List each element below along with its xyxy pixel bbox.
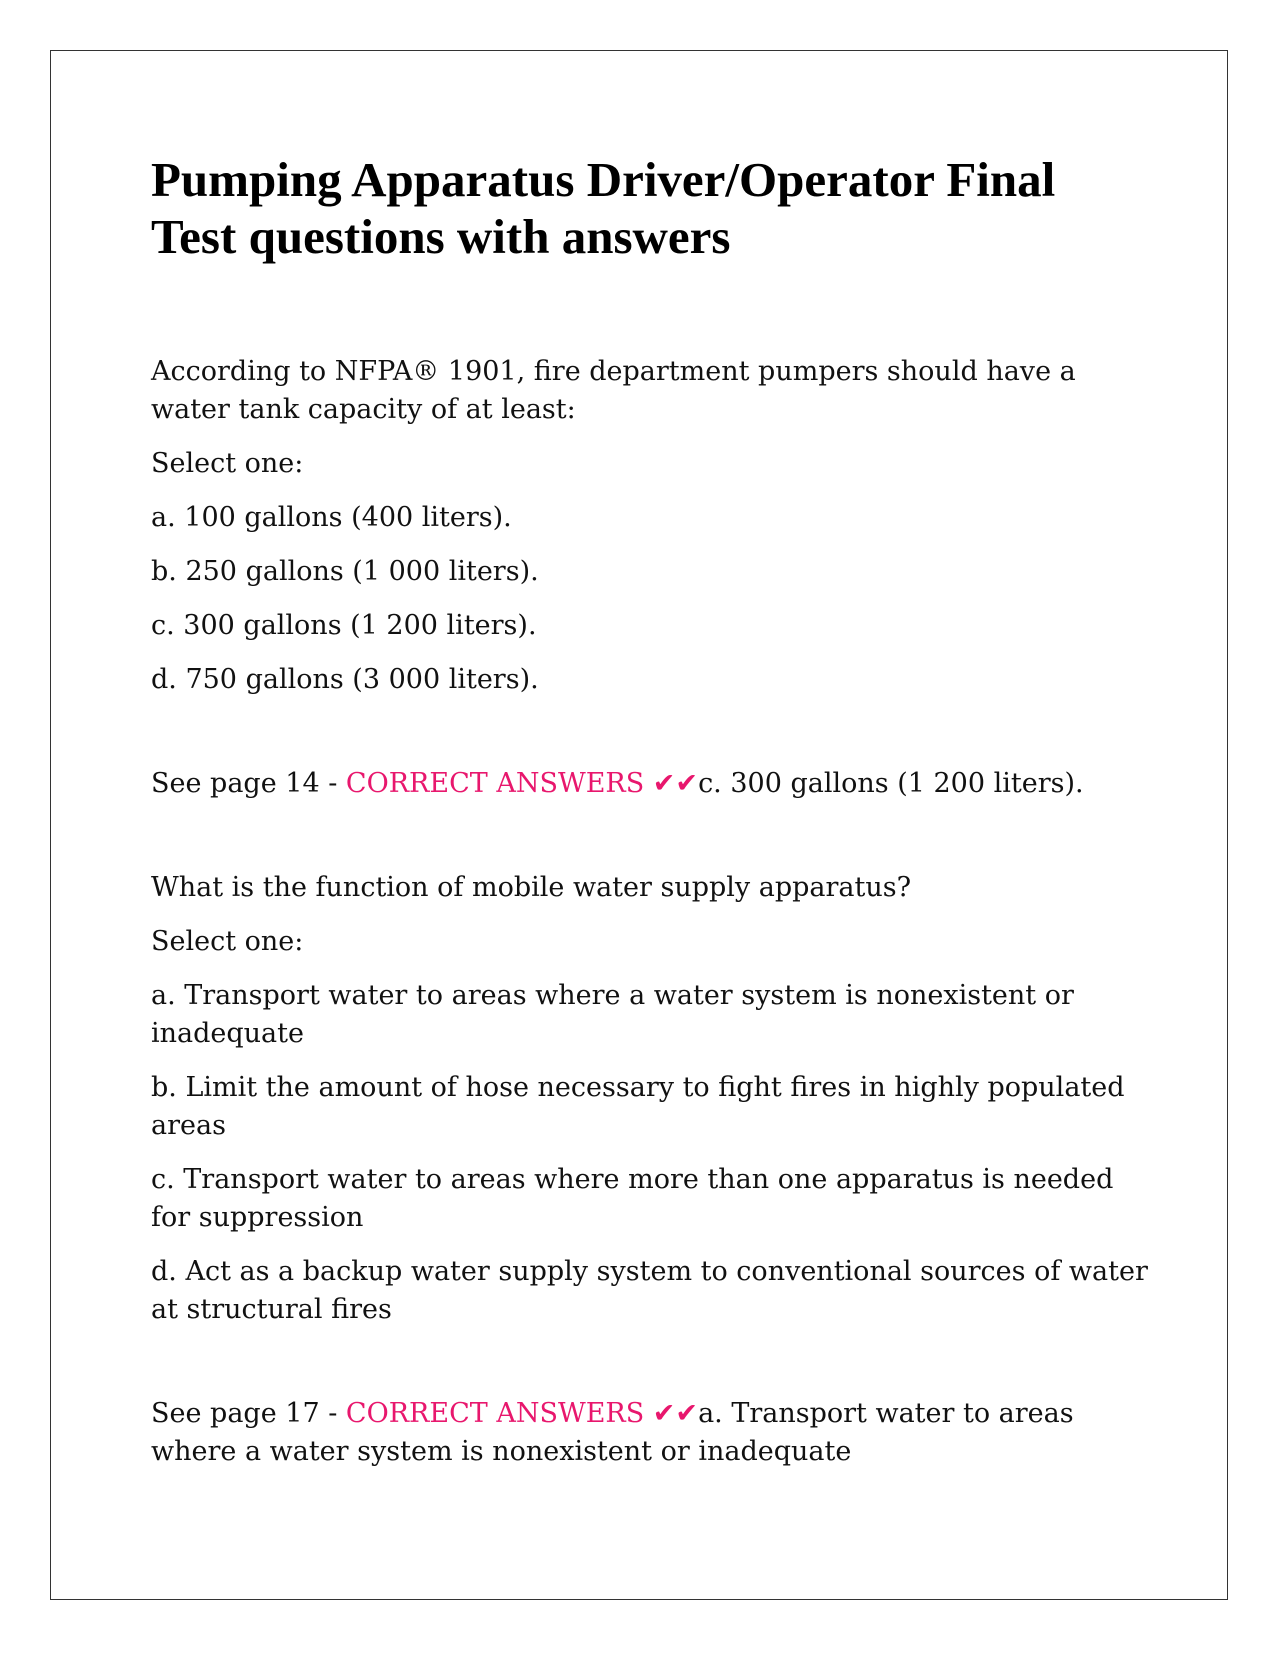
- document-title: Pumping Apparatus Driver/Operator Final Test questions with answers: [151, 152, 1056, 264]
- answer-option: b. Limit the amount of hose necessary to fight fires in highly populated areas: [151, 1072, 1125, 1141]
- correct-answer-line: [151, 1395, 1151, 1471]
- answer-option: d. Act as a backup water supply system to conventional sources of water at structural fires: [151, 1256, 1148, 1325]
- answer-option: c. 300 gallons (1 200 liters).: [151, 610, 537, 641]
- page-content: [151, 151, 1151, 1537]
- correct-answer-text: c. 300 gallons (1 200 liters).: [698, 768, 1084, 799]
- select-one-label: Select one:: [151, 926, 304, 957]
- question-text: What is the function of mobile water supply apparatus?: [151, 872, 912, 903]
- correct-answers-tag: CORRECT ANSWERS ✔✔: [345, 768, 699, 799]
- correct-answers-tag: CORRECT ANSWERS ✔✔: [345, 1398, 699, 1429]
- spacer: [151, 715, 1151, 765]
- correct-answer-line: [151, 765, 1151, 803]
- question-text: According to NFPA® 1901, fire department pumpers should have a water tank capacity of at least:: [151, 356, 1076, 425]
- answer-option: c. Transport water to areas where more than one apparatus is needed for suppression: [151, 1164, 1114, 1233]
- answer-option: a. Transport water to areas where a water system is nonexistent or inadequate: [151, 980, 1074, 1049]
- document-page: [50, 50, 1228, 1600]
- spacer: [151, 1345, 1151, 1395]
- select-one-label: Select one:: [151, 448, 304, 479]
- question-block: [151, 353, 1151, 803]
- answer-option: a. 100 gallons (400 liters).: [151, 502, 512, 533]
- answer-option: b. 250 gallons (1 000 liters).: [151, 556, 539, 587]
- correct-answer-text: a. Transport water to areas where a water system is nonexistent or inadequate: [151, 1398, 1074, 1467]
- answer-page-reference: See page 17 -: [151, 1398, 346, 1429]
- answer-option: d. 750 gallons (3 000 liters).: [151, 664, 539, 695]
- question-block: [151, 869, 1151, 1471]
- answer-page-reference: See page 14 -: [151, 768, 346, 799]
